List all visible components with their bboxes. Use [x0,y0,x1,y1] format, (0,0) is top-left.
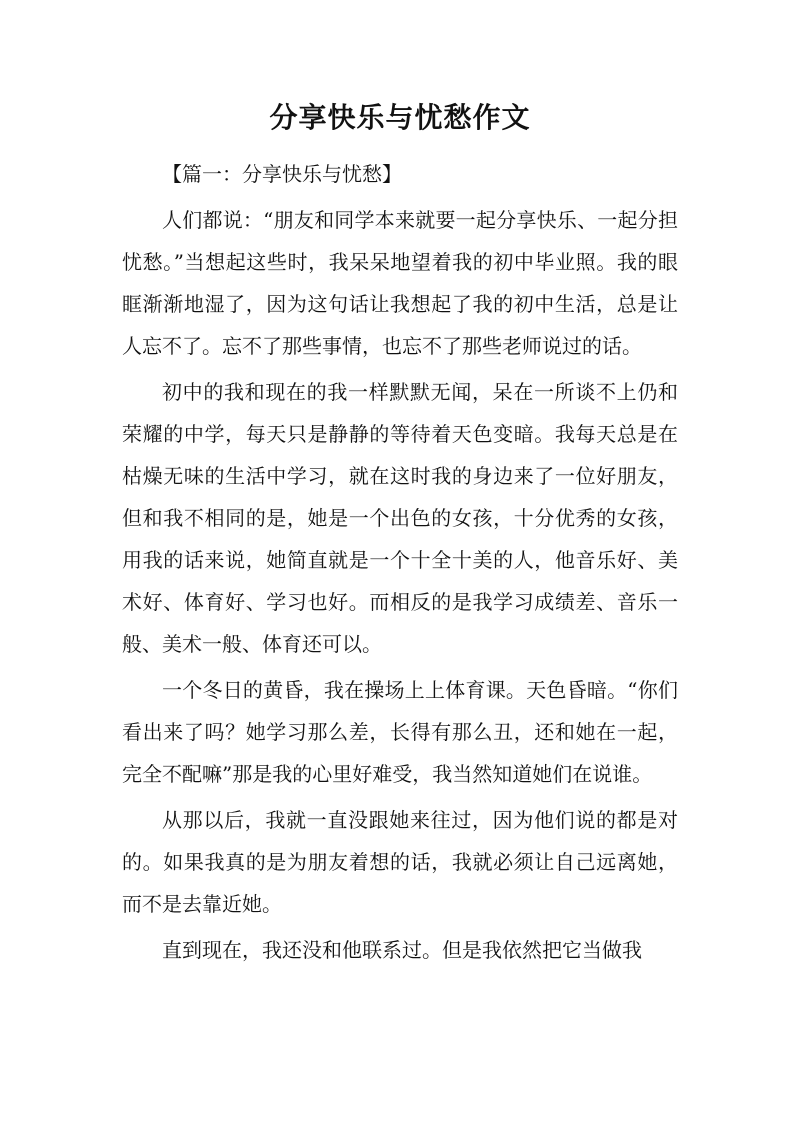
paragraph-3: 一个冬日的黄昏，我在操场上上体育课。天色昏暗。“你们看出来了吗？她学习那么差，长得有那么丑，还和她在一起，完全不配嘛”那是我的心里好难受，我当然知道她们在说谁。 [122,678,678,786]
document-title: 分享快乐与忧愁作文 [269,101,531,134]
document-body [122,153,678,975]
section-heading: 【篇一：分享快乐与忧愁】 [162,162,402,186]
paragraph-2: 初中的我和现在的我一样默默无闻，呆在一所谈不上仍和荣耀的中学，每天只是静静的等待着天色变暗。我每天总是在枯燥无味的生活中学习，就在这时我的身边来了一位好朋友，但和我不相同的是，她是一个出色的女孩，十分优秀的女孩，用我的话来说，她简直就是一个十全十美的人，他音乐好、美术好、体育好、学习也好。而相反的是我学习成绩差、音乐一般、美术一般、体育还可以。 [122,380,678,656]
paragraph-5: 直到现在，我还没和他联系过。但是我依然把它当做我 [162,938,642,962]
paragraph-1: 人们都说：“朋友和同学本来就要一起分享快乐、一起分担忧愁。”当想起这些时，我呆呆地望着我的初中毕业照。我的眼眶渐渐地湿了，因为这句话让我想起了我的初中生活，总是让人忘不了。忘不了那些事情，也忘不了那些老师说过的话。 [122,208,678,358]
paragraph-4: 从那以后，我就一直没跟她来往过，因为他们说的都是对的。如果我真的是为朋友着想的话，我就必须让自己远离她，而不是去靠近她。 [122,808,678,916]
